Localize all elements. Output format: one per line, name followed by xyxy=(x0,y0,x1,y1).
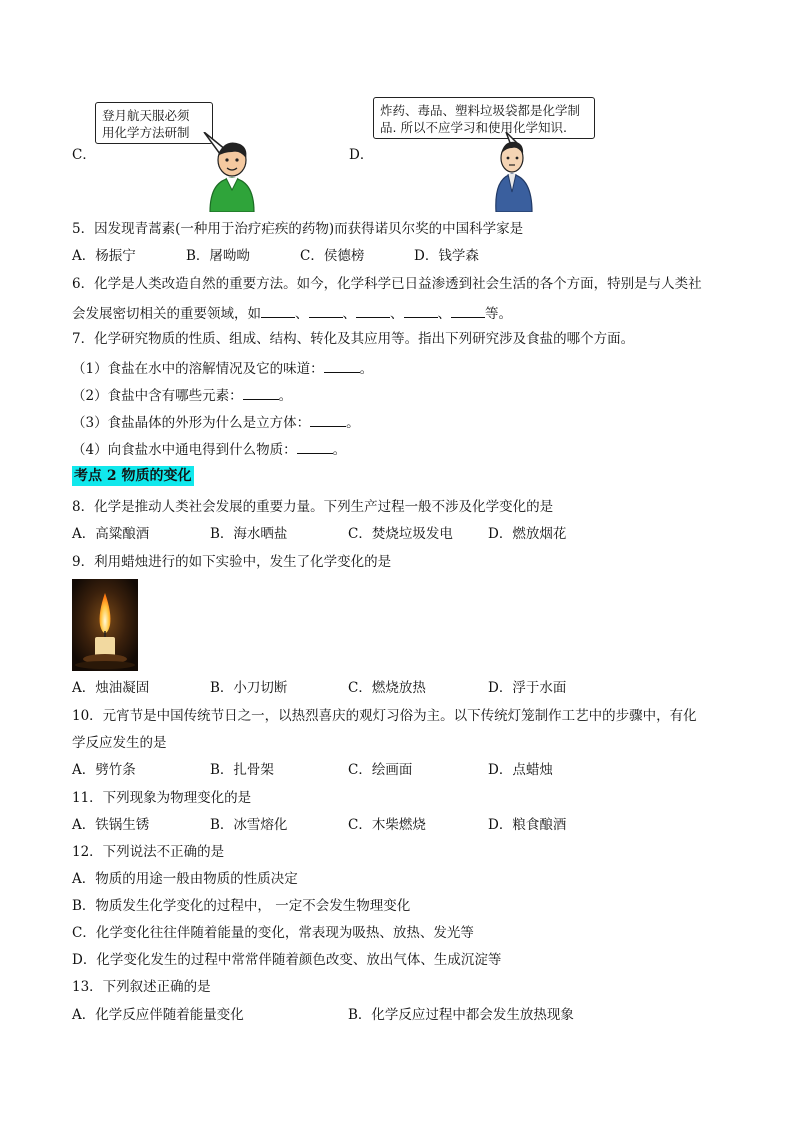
period: 。 xyxy=(332,442,347,458)
q6-line-2 xyxy=(72,305,512,322)
q7-sub-1 xyxy=(72,360,373,377)
q5-stem: 5．因发现青蒿素(一种用于治疗疟疾的药物)而获得诺贝尔奖的中国科学家是 xyxy=(72,221,524,237)
q5-option-d: D．钱学森 xyxy=(414,248,479,264)
q12-option-c: C．化学变化往往伴随着能量的变化，常表现为吸热、放热、发光等 xyxy=(72,925,474,941)
fill-blank[interactable] xyxy=(261,305,295,318)
q7-sub-1-text: （1）食盐在水中的溶解情况及它的味道： xyxy=(72,361,324,377)
q11-option-a: A．铁锅生锈 xyxy=(72,817,150,833)
q7-sub-4 xyxy=(72,441,346,458)
q6-line-2-prefix: 会发展密切相关的重要领域，如 xyxy=(72,306,261,322)
separator: 、 xyxy=(295,306,309,322)
q10-option-d: D．点蜡烛 xyxy=(488,762,553,778)
period: 。 xyxy=(359,361,374,377)
separator: 、 xyxy=(390,306,404,322)
q8-option-a: A．高粱酿酒 xyxy=(72,526,150,542)
fill-blank[interactable] xyxy=(297,441,333,454)
fill-blank[interactable] xyxy=(404,305,438,318)
student-cartoon-c xyxy=(196,132,268,212)
fill-blank[interactable] xyxy=(309,305,343,318)
section-heading: 考点 2 物质的变化 xyxy=(74,468,192,484)
q7-sub-4-text: （4）向食盐水中通电得到什么物质： xyxy=(72,442,297,458)
q7-sub-2 xyxy=(72,387,292,404)
q8-stem: 8．化学是推动人类社会发展的重要力量。下列生产过程一般不涉及化学变化的是 xyxy=(72,499,554,515)
fill-blank[interactable] xyxy=(356,305,390,318)
q4-speech-bubble-d xyxy=(373,97,595,139)
q6-line-2-suffix: 等。 xyxy=(485,306,512,322)
q11-option-d: D．粮食酿酒 xyxy=(488,817,567,833)
q10-option-c: C．绘画面 xyxy=(348,762,413,778)
q4-option-d-letter: D． xyxy=(349,147,374,163)
man-cartoon-d xyxy=(486,132,546,212)
q10-line-1: 10．元宵节是中国传统节日之一，以热烈喜庆的观灯习俗为主。以下传统灯笼制作工艺中的步骤中，有化 xyxy=(72,708,697,724)
q7-sub-3-text: （3）食盐晶体的外形为什么是立方体： xyxy=(72,415,311,431)
q10-line-2: 学反应发生的是 xyxy=(72,735,167,751)
bubble-c-line-2: 用化学方法研制 xyxy=(102,125,190,140)
q10-option-a: A．劈竹条 xyxy=(72,762,136,778)
q12-option-a: A．物质的用途一般由物质的性质决定 xyxy=(72,871,298,887)
bubble-c-line-1: 登月航天服必须 xyxy=(102,108,190,123)
fill-blank[interactable] xyxy=(310,414,346,427)
q10-option-b: B．扎骨架 xyxy=(210,762,274,778)
q7-sub-2-text: （2）食盐中含有哪些元素： xyxy=(72,388,243,404)
q9-option-b: B．小刀切断 xyxy=(210,680,288,696)
bubble-d-line-1: 炸药、毒品、塑料垃圾袋都是化学制 xyxy=(380,103,581,118)
q7-sub-3 xyxy=(72,414,360,431)
q6-line-1: 6．化学是人类改造自然的重要方法。如今，化学科学已日益渗透到社会生活的各个方面，特别是与人类社 xyxy=(72,276,702,292)
candle-photo xyxy=(72,579,138,671)
q5-option-a: A．杨振宁 xyxy=(72,248,136,264)
q7-stem: 7．化学研究物质的性质、组成、结构、转化及其应用等。指出下列研究涉及食盐的哪个方面。 xyxy=(72,331,635,347)
q12-option-d: D．化学变化发生的过程中常常伴随着颜色改变、放出气体、生成沉淀等 xyxy=(72,952,502,968)
q9-stem: 9．利用蜡烛进行的如下实验中，发生了化学变化的是 xyxy=(72,554,392,570)
q9-option-d: D．浮于水面 xyxy=(488,680,567,696)
q9-option-a: A．烛油凝固 xyxy=(72,680,150,696)
q5-option-c: C．侯德榜 xyxy=(300,248,365,264)
period: 。 xyxy=(346,415,360,431)
fill-blank[interactable] xyxy=(451,305,485,318)
q11-stem: 11．下列现象为物理变化的是 xyxy=(72,790,252,806)
q13-option-b: B．化学反应过程中都会发生放热现象 xyxy=(348,1007,574,1023)
q8-option-c: C．焚烧垃圾发电 xyxy=(348,526,453,542)
separator: 、 xyxy=(342,306,356,322)
q8-option-d: D．燃放烟花 xyxy=(488,526,567,542)
q5-option-b: B．屠呦呦 xyxy=(186,248,250,264)
q12-option-b: B．物质发生化学变化的过程中， 一定不会发生物理变化 xyxy=(72,898,411,914)
period: 。 xyxy=(278,388,293,404)
q13-option-a: A．化学反应伴随着能量变化 xyxy=(72,1007,244,1023)
q11-option-c: C．木柴燃烧 xyxy=(348,817,426,833)
q11-option-b: B．冰雪熔化 xyxy=(210,817,288,833)
q4-option-c-letter: C． xyxy=(72,147,96,163)
bubble-d-line-2: 品. 所以不应学习和使用化学知识. xyxy=(380,120,567,135)
q8-option-b: B．海水晒盐 xyxy=(210,526,288,542)
fill-blank[interactable] xyxy=(324,360,360,373)
q13-stem: 13．下列叙述正确的是 xyxy=(72,979,211,995)
separator: 、 xyxy=(437,306,451,322)
q9-option-c: C．燃烧放热 xyxy=(348,680,426,696)
q12-stem: 12．下列说法不正确的是 xyxy=(72,844,225,860)
fill-blank[interactable] xyxy=(243,387,279,400)
